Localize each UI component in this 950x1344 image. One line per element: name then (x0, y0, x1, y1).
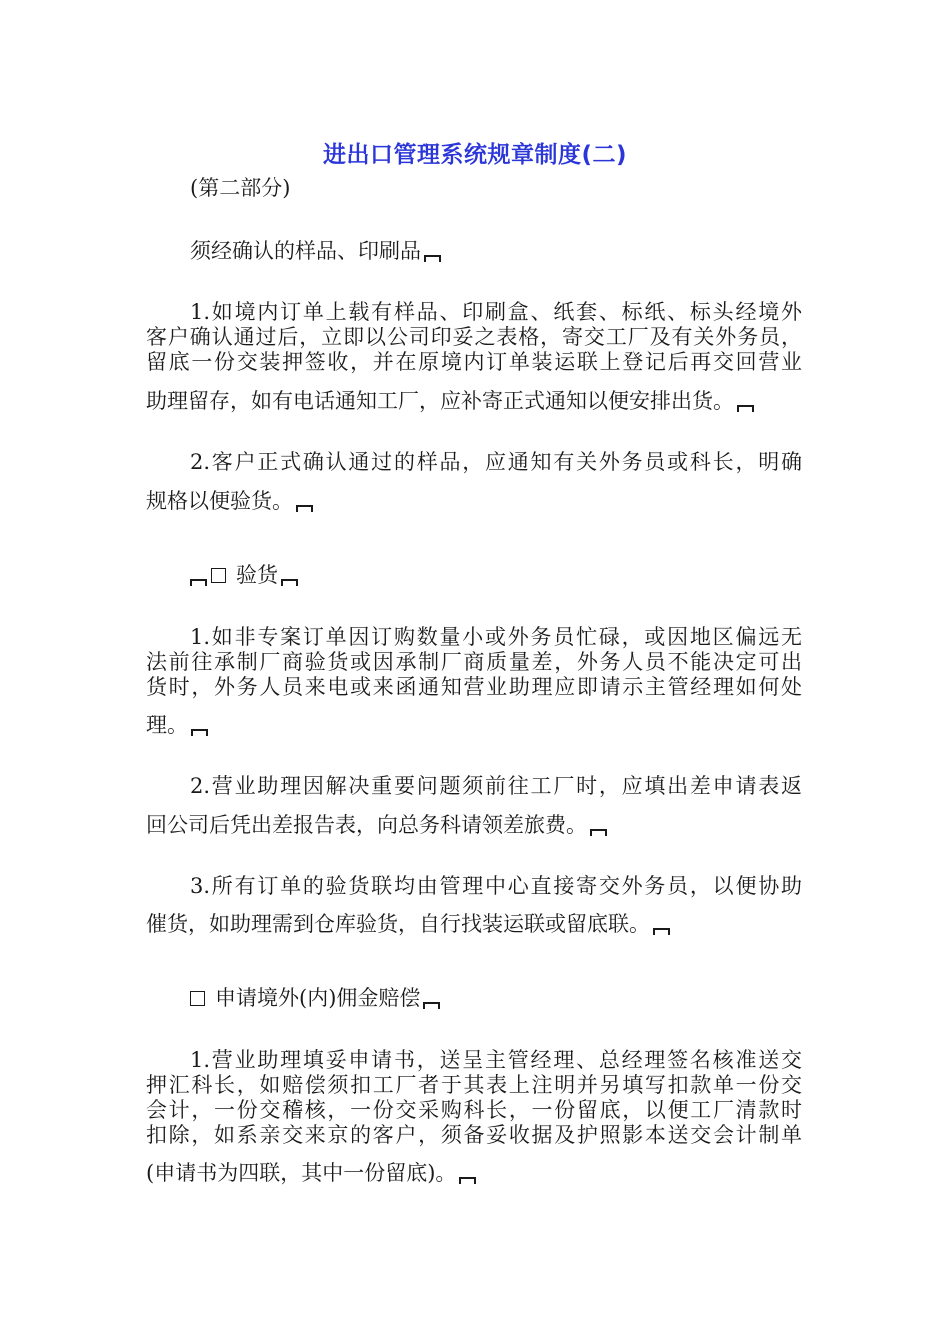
checkbox-icon (190, 991, 205, 1006)
paragraph-mark-icon (423, 1002, 440, 1009)
paragraph-line: 押汇科长，如赔偿须扣工厂者于其表上注明并另填写扣款单一份交 (146, 1073, 802, 1097)
paragraph-mark-icon (190, 579, 207, 586)
paragraph-line: 催货，如助理需到仓库验货，自行找装运联或留底联。 (146, 914, 670, 935)
paragraph-line: 货时，外务人员来电或来函通知营业助理应即请示主管经理如何处 (146, 675, 802, 699)
paragraph-line: 3.所有订单的验货联均由管理中心直接寄交外务员，以便协助 (190, 874, 802, 898)
paragraph-line: 法前往承制厂商验货或因承制厂商质量差，外务人员不能决定可出 (146, 650, 802, 674)
paragraph-line: 留底一份交装押签收，并在原境内订单装运联上登记后再交回营业 (146, 350, 802, 374)
paragraph-mark-icon (459, 1177, 476, 1184)
page-title: 进出口管理系统规章制度(二) (322, 142, 628, 168)
paragraph-line: 回公司后凭出差报告表，向总务科请领差旅费。 (146, 815, 607, 836)
paragraph-mark-icon (191, 729, 208, 736)
paragraph-line: 1.如非专案订单因订购数量小或外务员忙碌，或因地区偏远无 (190, 625, 802, 649)
paragraph-line: 1.营业助理填妥申请书，送呈主管经理、总经理签名核准送交 (190, 1048, 802, 1072)
paragraph-line: 2.客户正式确认通过的样品，应通知有关外务员或科长，明确 (190, 450, 802, 474)
checkbox-icon (211, 568, 226, 583)
paragraph-line: 会计，一份交稽核，一份交采购科长，一份留底，以便工厂清款时 (146, 1098, 802, 1122)
paragraph-line: 扣除，如系亲交来京的客户，须备妥收据及护照影本送交会计制单 (146, 1123, 802, 1147)
paragraph-line: 客户确认通过后，立即以公司印妥之表格，寄交工厂及有关外务员， (146, 325, 802, 349)
paragraph-mark-icon (296, 505, 313, 512)
section-heading-commission: 申请境外(内)佣金赔偿 (190, 988, 440, 1009)
paragraph-mark-icon (590, 829, 607, 836)
paragraph-line: 助理留存，如有电话通知工厂，应补寄正式通知以便安排出货。 (146, 391, 754, 412)
paragraph-line: 1.如境内订单上载有样品、印刷盒、纸套、标纸、标头经境外 (190, 300, 802, 324)
paragraph-mark-icon (281, 579, 298, 586)
paragraph-mark-icon (737, 405, 754, 412)
paragraph-mark-icon (424, 255, 441, 262)
subtitle: (第二部分) (190, 176, 291, 200)
section-heading-inspection: 验货 (190, 565, 298, 586)
paragraph-line: 2.营业助理因解决重要问题须前往工厂时，应填出差申请表返 (190, 774, 802, 798)
paragraph-line: 理。 (146, 715, 208, 736)
paragraph-line: 规格以便验货。 (146, 491, 313, 512)
section-heading-samples: 须经确认的样品、印刷品 (190, 241, 441, 262)
paragraph-line: (申请书为四联，其中一份留底)。 (146, 1163, 476, 1184)
paragraph-mark-icon (653, 928, 670, 935)
